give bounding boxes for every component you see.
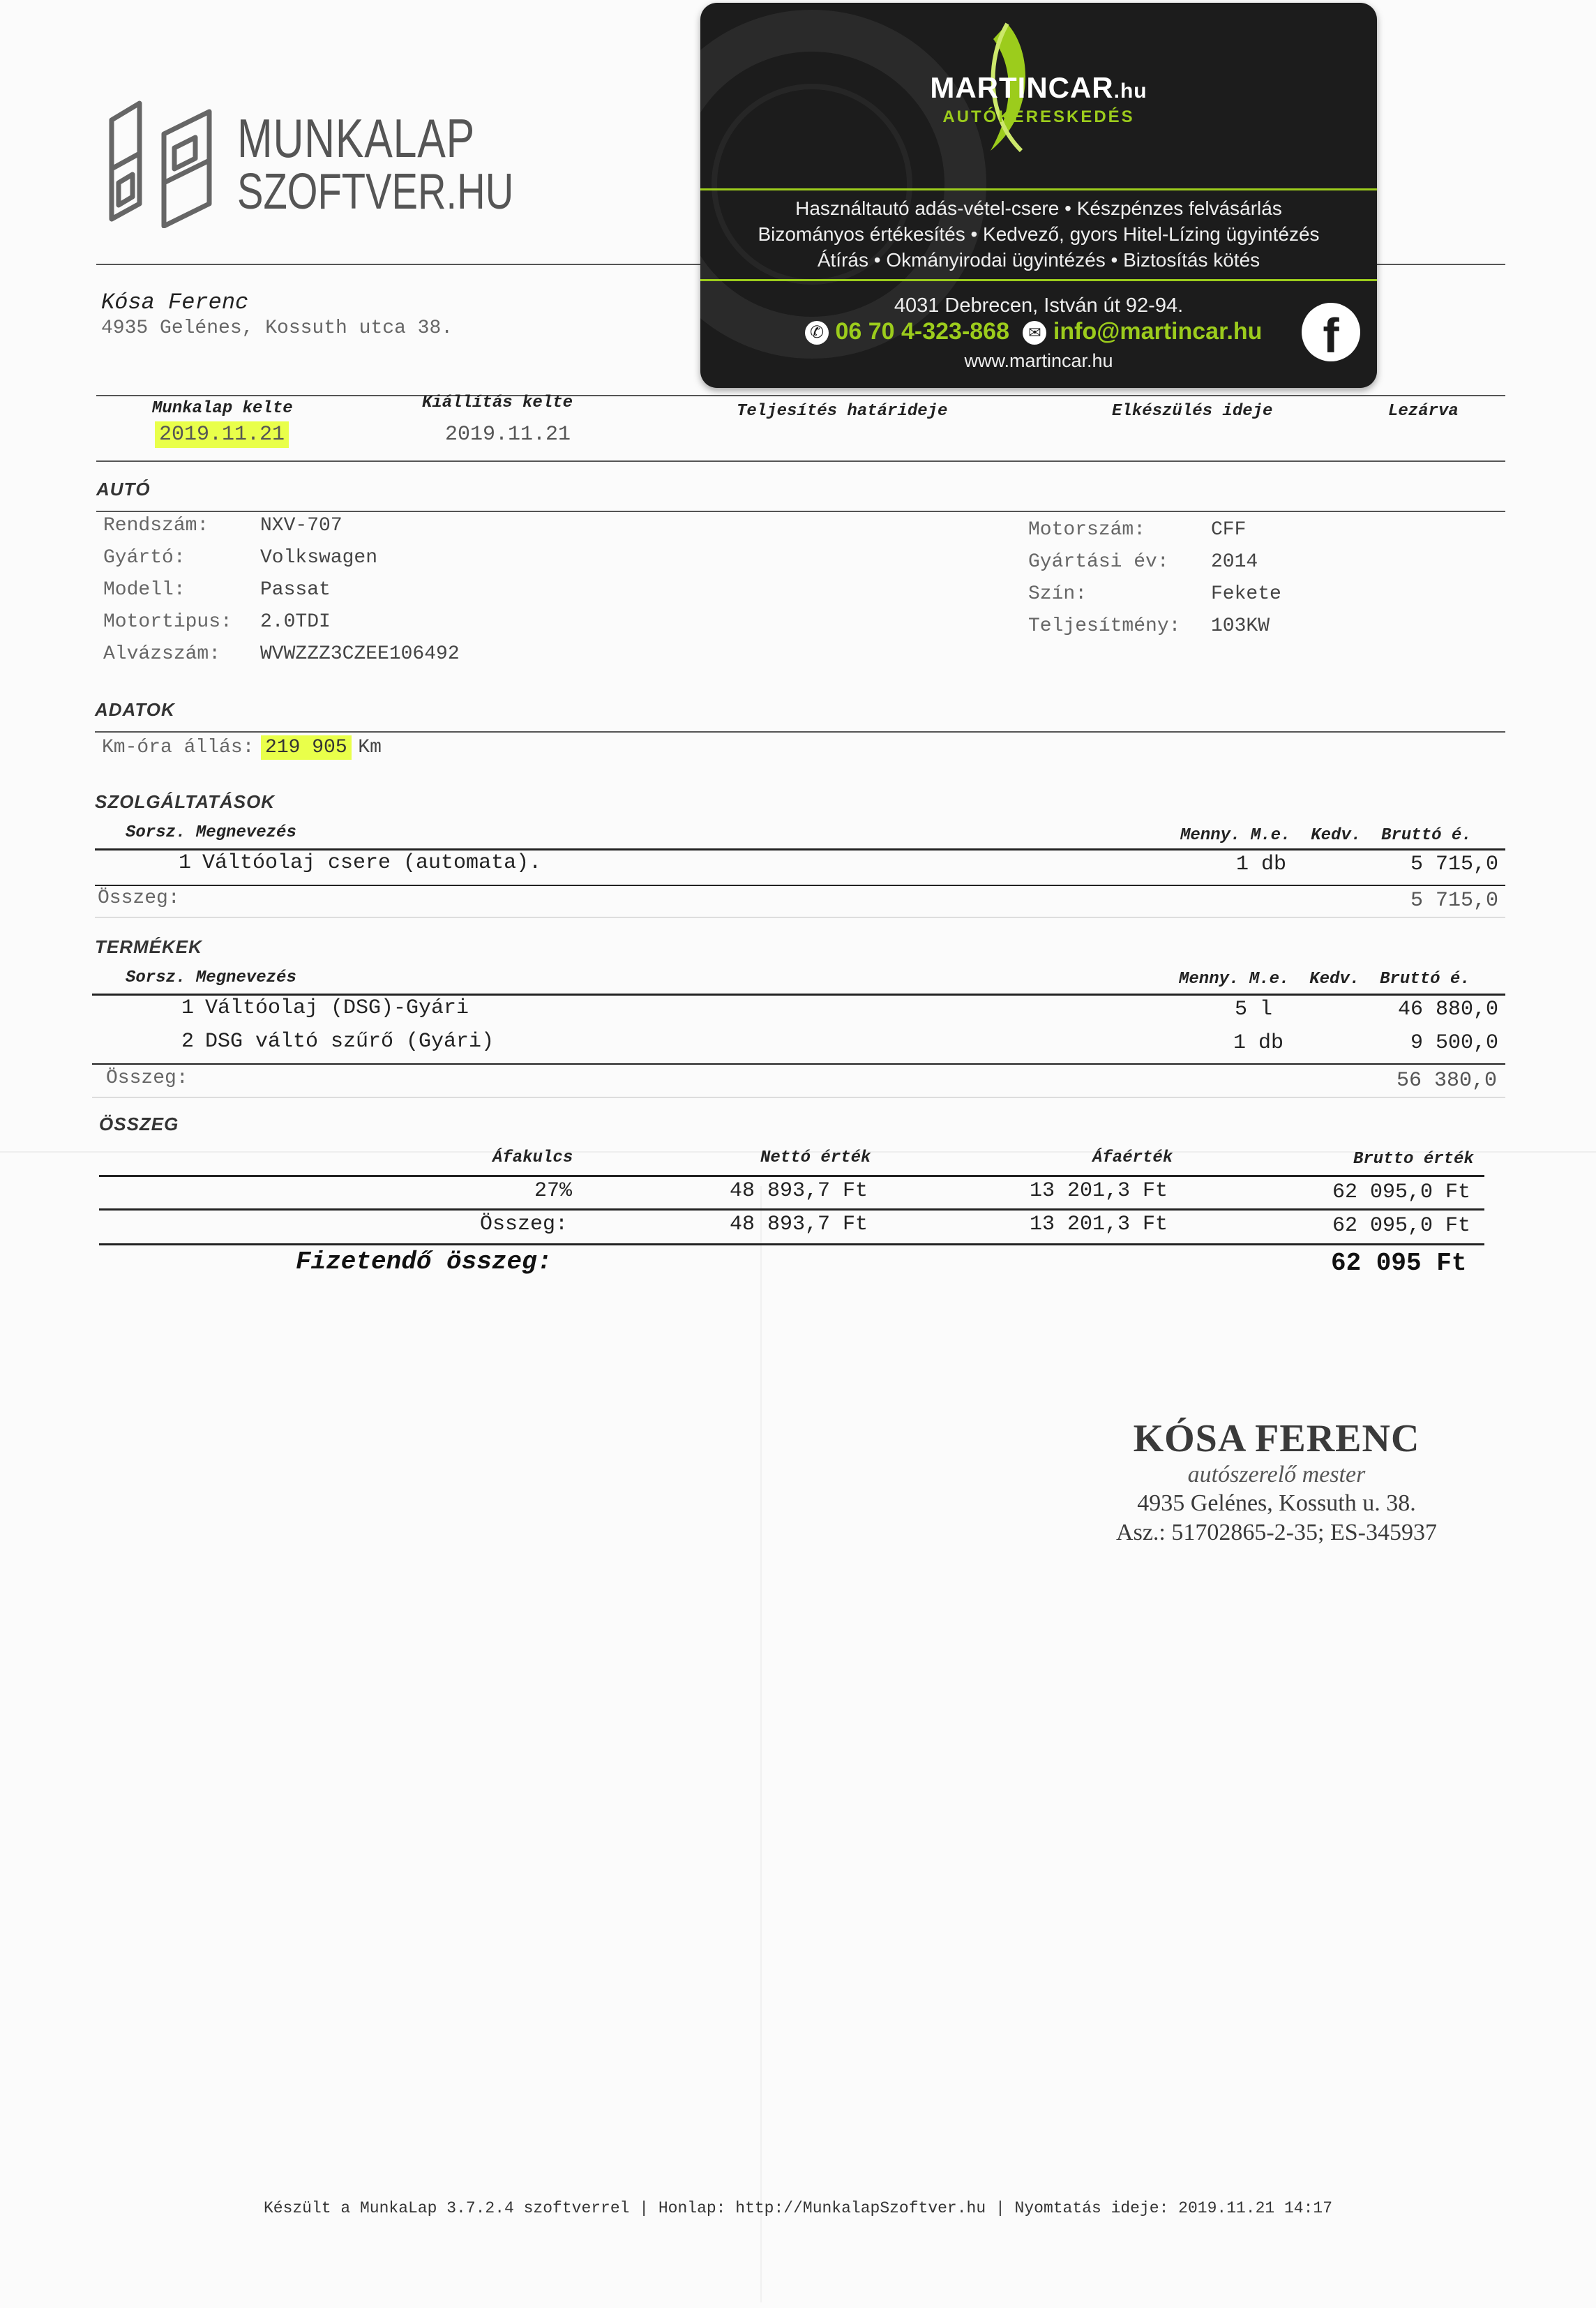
- header-me: M.e.: [1250, 826, 1291, 845]
- osszeg-header-rule: [99, 1175, 1484, 1177]
- field-label: Motorszám:: [1028, 519, 1146, 541]
- stamp-tax: Asz.: 51702865-2-35; ES-345937: [1116, 1520, 1437, 1545]
- lezarva-label: Lezárva: [1388, 402, 1459, 421]
- martincar-business-card: [700, 3, 1377, 388]
- szolgaltatasok-section-title: SZOLGÁLTATÁSOK: [95, 791, 276, 812]
- adatok-section-title: ADATOK: [95, 699, 175, 720]
- header-kedv: Kedv.: [1311, 826, 1362, 845]
- row-name: DSG váltó szűrő (Gyári): [205, 1030, 495, 1054]
- field-label: Motortipus:: [103, 611, 232, 633]
- header-brutto: Bruttó é.: [1380, 970, 1470, 989]
- szolg-sum-rule: [95, 885, 1505, 886]
- szolg-sum-value: 5 715,0: [1410, 889, 1498, 913]
- header-me: M.e.: [1249, 970, 1290, 989]
- km-label: Km-óra állás:: [102, 737, 255, 758]
- owner-name: Kósa Ferenc: [101, 290, 249, 315]
- km-value: 219 905: [261, 735, 352, 760]
- card-address: 4031 Debrecen, István út 92-94.: [894, 294, 1184, 317]
- osszeg-sum-afa: 13 201,3 Ft: [1030, 1213, 1168, 1236]
- szolg-header-rule: [95, 848, 1505, 850]
- card-service-line-1: Használtautó adás-vétel-csere • Készpénzes felvásárlás: [795, 197, 1282, 219]
- field-szin: [1028, 583, 1281, 615]
- facebook-icon: f: [1302, 303, 1360, 361]
- row-price: 5 715,0: [1410, 853, 1498, 876]
- field-label: Rendszám:: [103, 515, 209, 537]
- header-brutto-ertek: Brutto érték: [1353, 1150, 1474, 1169]
- auto-right-fields: [1028, 519, 1281, 647]
- term-sum-label: Összeg:: [106, 1067, 188, 1089]
- field-value: Volkswagen: [260, 547, 378, 569]
- row-sorsz: 2: [181, 1030, 195, 1054]
- szolg-header-sorsz-megnev: [126, 823, 296, 842]
- szolg-sum-label: Összeg:: [98, 887, 180, 909]
- term-header-right: [1179, 970, 1470, 989]
- logo-line1: MUNKALAP: [237, 107, 475, 169]
- field-label: Gyártási év:: [1028, 551, 1169, 573]
- row-name: Váltóolaj csere (automata).: [202, 851, 542, 875]
- field-label: Teljesítmény:: [1028, 615, 1181, 637]
- field-value: 2.0TDI: [260, 611, 331, 633]
- auto-left-fields: [103, 515, 460, 675]
- netto-value: 48 893,7 Ft: [730, 1179, 868, 1203]
- dates-rule-top: [96, 395, 1505, 396]
- elkeszules-label: Elkészülés ideje: [1112, 402, 1273, 421]
- card-contact: [805, 318, 1262, 345]
- card-service-line-2: Bizományos értékesítés • Kedvező, gyors Hitel-Lízing ügyintézés: [758, 223, 1320, 245]
- row-qty: 5 l: [1235, 998, 1273, 1021]
- field-value: CFF: [1211, 519, 1247, 541]
- kiallitas-kelte-label: Kiállítás kelte: [422, 394, 573, 412]
- field-teljesitmeny: [1028, 615, 1281, 647]
- row-qty: 1 db: [1236, 853, 1287, 876]
- dates-rule-bottom: [96, 460, 1505, 462]
- osszeg-sum-rule: [99, 1243, 1484, 1245]
- stamp-name: KÓSA FERENC: [1133, 1417, 1420, 1460]
- field-motorszam: [1028, 519, 1281, 551]
- osszeg-section-title: ÖSSZEG: [99, 1114, 179, 1134]
- card-web: www.martincar.hu: [964, 350, 1113, 371]
- km-unit: Km: [358, 737, 382, 758]
- header-afaertek: Áfaérték: [1092, 1148, 1173, 1167]
- osszeg-sum-label: Összeg:: [480, 1213, 569, 1236]
- field-label: Szín:: [1028, 583, 1087, 605]
- field-label: Modell:: [103, 579, 186, 601]
- header-menny: Menny.: [1180, 826, 1241, 845]
- card-service-line-3: Átírás • Okmányirodai ügyintézés • Biztosítás kötés: [817, 249, 1260, 271]
- osszeg-row-rule: [99, 1208, 1484, 1211]
- header-afakulcs: Áfakulcs: [492, 1148, 573, 1167]
- szolg-header-right: [1180, 826, 1472, 845]
- paper-fold-vertical: [760, 1186, 762, 2302]
- table-row: [95, 996, 1498, 1028]
- termekek-section-title: TERMÉKEK: [95, 936, 202, 957]
- auto-rule: [96, 511, 1505, 512]
- field-gyarto: [103, 547, 460, 579]
- osszeg-sum-netto: 48 893,7 Ft: [730, 1213, 868, 1236]
- header-brutto: Bruttó é.: [1381, 826, 1472, 845]
- card-brand: [700, 71, 1377, 105]
- header-sorsz: Sorsz.: [126, 968, 186, 987]
- term-sum-value: 56 380,0: [1396, 1069, 1497, 1093]
- afaertek-value: 13 201,3 Ft: [1030, 1179, 1168, 1203]
- stamp-title: autószerelő mester: [1187, 1462, 1366, 1488]
- header-megnevezes: Megnevezés: [195, 823, 296, 842]
- term-sum-rule: [92, 1063, 1505, 1065]
- logo-line2: SZOFTVER.HU: [237, 164, 514, 220]
- osszeg-sum-brutto: 62 095,0 Ft: [1332, 1214, 1471, 1238]
- brutto-value: 62 095,0 Ft: [1332, 1181, 1471, 1204]
- phone-icon: ✆: [805, 321, 829, 345]
- owner-address: 4935 Gelénes, Kossuth utca 38.: [101, 317, 453, 339]
- teljesites-label: Teljesítés határideje: [737, 402, 948, 421]
- field-gyartasi-ev: [1028, 551, 1281, 583]
- header-netto: Nettó érték: [760, 1148, 871, 1167]
- field-alvazszam: [103, 643, 460, 675]
- table-row: [95, 851, 1498, 883]
- email-icon: ✉: [1023, 321, 1046, 345]
- field-rendszam: [103, 515, 460, 547]
- munkalap-kelte-label: Munkalap kelte: [152, 399, 293, 418]
- munkalap-logo: [98, 99, 223, 232]
- header-sorsz: Sorsz.: [126, 823, 186, 842]
- munkalap-kelte-value: [155, 423, 289, 447]
- card-email: info@martincar.hu: [1053, 318, 1263, 345]
- field-modell: [103, 579, 460, 611]
- row-name: Váltóolaj (DSG)-Gyári: [205, 996, 469, 1020]
- card-brand-name: MARTINCAR: [930, 71, 1114, 104]
- field-motortipus: [103, 611, 460, 643]
- card-rule-bottom: [700, 279, 1377, 281]
- field-value: Fekete: [1211, 583, 1281, 605]
- adatok-rule: [95, 731, 1505, 733]
- field-value: NXV-707: [260, 515, 342, 537]
- header-megnevezes: Megnevezés: [195, 968, 296, 987]
- field-value: Passat: [260, 579, 331, 601]
- field-value: 103KW: [1211, 615, 1270, 637]
- term-header-sorsz-megnev: [126, 968, 296, 987]
- fizetendo-label: Fizetendő összeg:: [296, 1247, 552, 1276]
- card-tagline: AUTÓKERESKEDÉS: [942, 107, 1135, 126]
- munkalap-logo-icon: [98, 99, 223, 228]
- term-header-rule: [92, 994, 1505, 996]
- afakulcs-value: 27%: [534, 1179, 573, 1203]
- workshop-stamp: [1088, 1416, 1465, 1548]
- row-sorsz: 1: [181, 996, 195, 1020]
- munkalap-kelte-highlight: 2019.11.21: [155, 421, 289, 448]
- row-sorsz: 1: [179, 851, 192, 875]
- table-row: [95, 1030, 1498, 1062]
- row-qty: 1 db: [1233, 1031, 1284, 1055]
- card-phone: 06 70 4-323-868: [835, 318, 1009, 345]
- fizetendo-value: 62 095 Ft: [1331, 1249, 1467, 1277]
- footer-text: Készült a MunkaLap 3.7.2.4 szoftverrel | Honlap: http://MunkalapSzoftver.hu | Nyomtatás ideje: 2019.11.21 14:17: [263, 2199, 1333, 2217]
- km-ora-allas: [102, 737, 382, 758]
- field-value: 2014: [1211, 551, 1258, 573]
- card-rule-top: [700, 188, 1377, 190]
- card-brand-tld: .hu: [1113, 80, 1147, 103]
- header-kedv: Kedv.: [1309, 970, 1360, 989]
- header-menny: Menny.: [1179, 970, 1240, 989]
- field-label: Gyártó:: [103, 547, 186, 569]
- row-price: 46 880,0: [1397, 998, 1498, 1021]
- card-services: [700, 195, 1377, 273]
- auto-section-title: AUTÓ: [96, 479, 151, 500]
- field-label: Alvázszám:: [103, 643, 221, 665]
- stamp-address: 4935 Gelénes, Kossuth u. 38.: [1137, 1490, 1416, 1516]
- field-value: WVWZZZ3CZEE106492: [260, 643, 460, 665]
- kiallitas-kelte-value: 2019.11.21: [445, 423, 571, 447]
- row-price: 9 500,0: [1410, 1031, 1498, 1055]
